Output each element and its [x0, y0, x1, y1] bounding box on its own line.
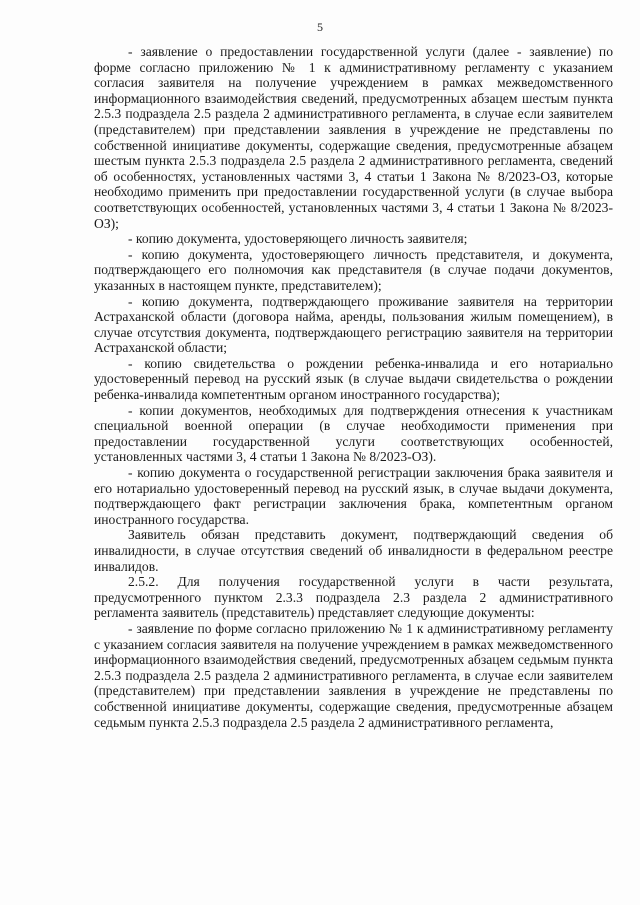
- paragraph-military-operation-docs: - копии документов, необходимых для подтверждения отнесения к участникам специальной военной операции (в случае необходимости применения при предоставлении государственной услуги соответствующих особенностей, установленных частями 3, 4 статьи 1 Закона № 8/2023-ОЗ).: [94, 402, 613, 465]
- paragraph-application-form-2: - заявление по форме согласно приложению № 1 к административному регламенту с указанием согласия заявителя на получение учреждением в рамках межведомственного информационного взаимодействия сведений, предусмотренных абзацем седьмым пункта 2.5.3 подраздела 2.5 раздела 2 административного регламента, в случае если заявителем (представителем) при представлении заявления в учреждение не представлены по собственной инициативе документы, содержащие сведения, предусмотренные абзацем седьмым пункта 2.5.3 подраздела 2.5 раздела 2 административного регламента,: [94, 620, 613, 730]
- paragraph-representative-id-copy: - копию документа, удостоверяющего личность представителя, и документа, подтверждающего его полномочия как представителя (в случае подачи документов, указанных в настоящем пункте, представителем);: [94, 246, 613, 293]
- paragraph-marriage-registration: - копию документа о государственной регистрации заключения брака заявителя и его нотариально удостоверенный перевод на русский язык, в случае выдачи документа, подтверждающего факт регистрации заключения брака, компетентным органом иностранного государства.: [94, 465, 613, 527]
- paragraph-residence-proof: - копию документа, подтверждающего проживание заявителя на территории Астраханской области (договора найма, аренды, пользования жилым помещением), в случае отсутствия документа, подтверждающего регистрацию заявителя на территории Астраханской области;: [94, 293, 613, 356]
- document-body: [94, 44, 613, 730]
- paragraph-disability-obligation: Заявитель обязан представить документ, подтверждающий сведения об инвалидности, в случае отсутствия сведений об инвалидности в федеральном реестре инвалидов.: [94, 527, 613, 574]
- paragraph-section-2-5-2: 2.5.2. Для получения государственной услуги в части результата, предусмотренного пунктом 2.3.3 подраздела 2.3 раздела 2 административного регламента заявитель (представитель) представляет следующие документы:: [94, 574, 613, 621]
- paragraph-application-form: - заявление о предоставлении государственной услуги (далее - заявление) по форме согласно приложению № 1 к административному регламенту с указанием согласия заявителя на получение учреждением в рамках межведомственного информационного взаимодействия сведений, предусмотренных абзацем шестым пункта 2.5.3 подраздела 2.5 раздела 2 административного регламента, в случае если заявителем (представителем) при представлении заявления в учреждение не представлены по собственной инициативе документы, содержащие сведения, предусмотренные абзацем шестым пункта 2.5.3 подраздела 2.5 раздела 2 административного регламента, сведений об особенностях, установленных частями 3, 4 статьи 1 Закона № 8/2023-ОЗ, которые необходимо применить при предоставлении государственной услуги (в случае выбора соответствующих особенностей, установленных частями 3, 4 статьи 1 Закона № 8/2023-ОЗ);: [94, 44, 613, 231]
- paragraph-applicant-id-copy: - копию документа, удостоверяющего личность заявителя;: [128, 231, 468, 247]
- page-number: 5: [317, 20, 323, 34]
- paragraph-birth-certificate: - копию свидетельства о рождении ребенка-инвалида и его нотариально удостоверенный перевод на русский язык (в случае выдачи свидетельства о рождении ребенка-инвалида компетентным органом иностранного государства);: [94, 355, 613, 403]
